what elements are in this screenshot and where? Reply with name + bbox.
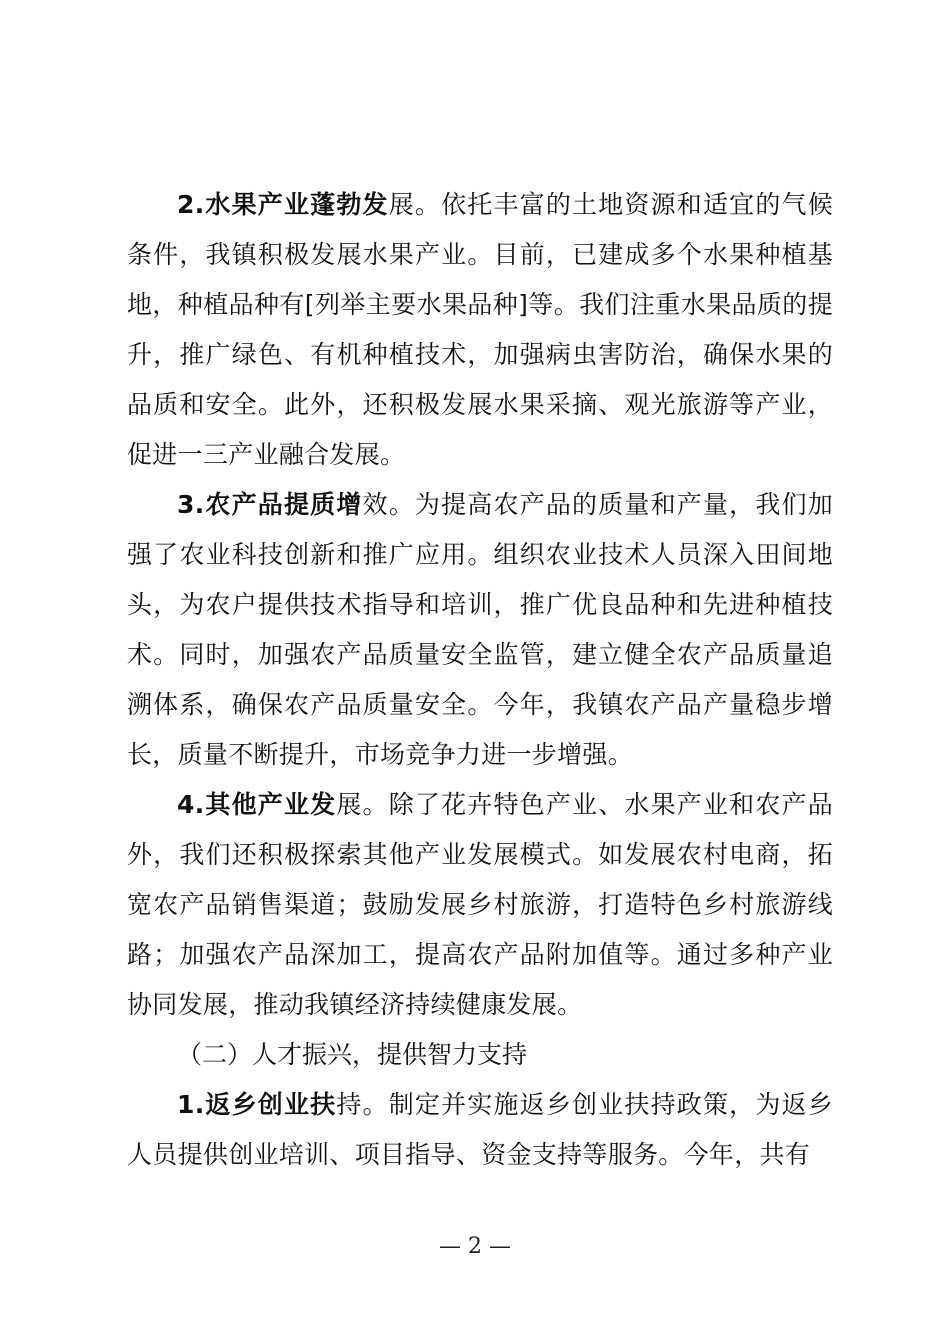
paragraph-heading: 4.其他产业发 [177, 790, 337, 819]
paragraph-return-entrepreneurship [127, 1080, 833, 1180]
paragraph-heading: 3.农产品提质增 [177, 490, 363, 519]
paragraph-heading: 1.返乡创业扶 [177, 1090, 337, 1119]
section-heading-talent: （二）人才振兴，提供智力支持 [177, 1040, 528, 1069]
paragraph-text: 效。为提高农产品的质量和产量，我们加强了农业科技创新和推广应用。组织农业技术人员深入田间地头，为农户提供技术指导和培训，推广优良品种和先进种植技术。同时，加强农产品质量安全监管，建立健全农产品质量追溯体系，确保农产品质量安全。今年，我镇农产品产量稳步增长，质量不断提升，市场竞争力进一步增强。 [127, 490, 834, 769]
paragraph-heading: 2.水果产业蓬勃发 [177, 190, 389, 219]
document-body [127, 180, 833, 1180]
paragraph-fruit-industry [127, 180, 833, 480]
paragraph-text: 展。依托丰富的土地资源和适宜的气候条件，我镇积极发展水果产业。目前，已建成多个水果种植基地，种植品种有[列举主要水果品种]等。我们注重水果品质的提升，推广绿色、有机种植技术，加强病虫害防治，确保水果的品质和安全。此外，还积极发展水果采摘、观光旅游等产业，促进一三产业融合发展。 [127, 190, 834, 469]
page-number: — 2 — [439, 1234, 511, 1259]
paragraph-other-industries [127, 780, 833, 1030]
paragraph-text: 展。除了花卉特色产业、水果产业和农产品外，我们还积极探索其他产业发展模式。如发展农村电商，拓宽农产品销售渠道；鼓励发展乡村旅游，打造特色乡村旅游线路；加强农产品深加工，提高农产品附加值等。通过多种产业协同发展，推动我镇经济持续健康发展。 [127, 790, 834, 1019]
paragraph-text: 持。制定并实施返乡创业扶持政策，为返乡人员提供创业培训、项目指导、资金支持等服务。今年，共有 [127, 1090, 834, 1169]
paragraph-agri-products [127, 480, 833, 780]
